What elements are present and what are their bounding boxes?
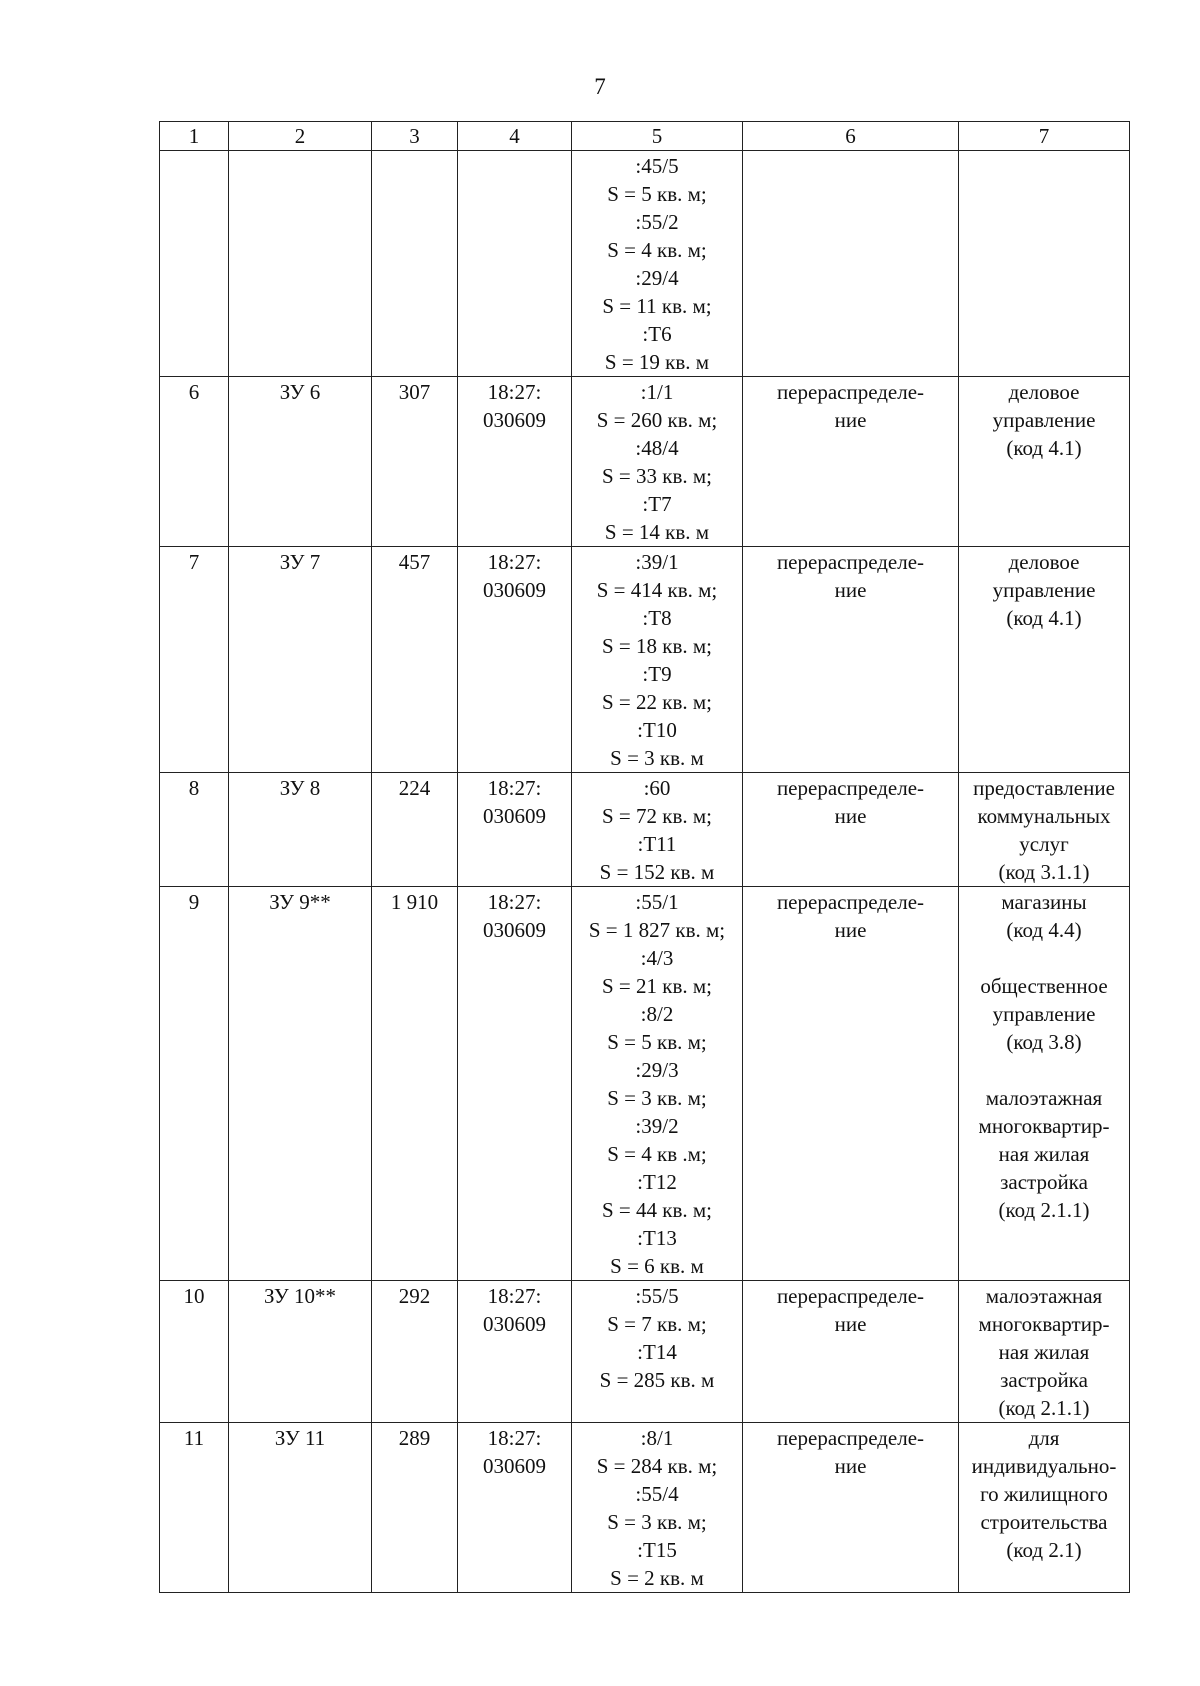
row-number-cell: 10 [160, 1281, 229, 1423]
table-row [160, 773, 1130, 887]
source-plot-line: :45/5 [635, 154, 679, 178]
source-plot-line: :55/4 [635, 1482, 679, 1506]
row-number-cell: 8 [160, 773, 229, 887]
source-plot-line: :Т9 [642, 662, 672, 686]
row-number-cell: 11 [160, 1423, 229, 1593]
cadastral-block-line: 030609 [483, 918, 546, 942]
plot-designation-cell [229, 151, 372, 377]
permitted-use-line: магазины [1001, 890, 1087, 914]
source-plot-line: S = 5 кв. м; [607, 182, 707, 206]
plot-area-cell: 457 [372, 547, 458, 773]
permitted-use-line: деловое [1008, 380, 1080, 404]
permitted-use-line: (код 3.1.1) [998, 860, 1090, 884]
permitted-use-cell [959, 377, 1130, 547]
cadastral-block-cell [458, 1281, 572, 1423]
source-plots-cell [572, 1281, 743, 1423]
permitted-use-cell [959, 773, 1130, 887]
source-plot-line: S = 33 кв. м; [601, 464, 712, 488]
table-row [160, 887, 1130, 1281]
permitted-use-line: управление [992, 578, 1096, 602]
cadastral-block-line: 18:27: [487, 776, 542, 800]
source-plot-line: :4/3 [640, 946, 674, 970]
source-plots-cell [572, 547, 743, 773]
formation-method-line: перераспределе- [776, 890, 925, 914]
cadastral-block-line: 18:27: [487, 380, 542, 404]
row-number-cell: 7 [160, 547, 229, 773]
source-plot-line: S = 7 кв. м; [607, 1312, 707, 1336]
permitted-use-line: услуг [1019, 832, 1069, 856]
column-header: 1 [160, 122, 229, 151]
formation-method-cell [743, 773, 959, 887]
permitted-use-line: коммунальных [977, 804, 1111, 828]
source-plots-cell [572, 377, 743, 547]
column-header: 3 [372, 122, 458, 151]
source-plot-line: S = 18 кв. м; [601, 634, 712, 658]
plot-area-cell [372, 151, 458, 377]
permitted-use-line: (код 4.1) [1006, 606, 1082, 630]
formation-method-line: перераспределе- [776, 550, 925, 574]
formation-method-line: ние [834, 804, 867, 828]
source-plot-line: S = 3 кв. м; [607, 1510, 707, 1534]
plot-area-cell: 1 910 [372, 887, 458, 1281]
permitted-use-line: (код 4.1) [1006, 436, 1082, 460]
plot-area-cell: 224 [372, 773, 458, 887]
column-header: 4 [458, 122, 572, 151]
cadastral-block-line: 18:27: [487, 1426, 542, 1450]
permitted-use-line: управление [992, 408, 1096, 432]
source-plot-line: S = 3 кв. м [610, 746, 704, 770]
source-plot-line: S = 1 827 кв. м; [588, 918, 726, 942]
source-plot-line: :60 [643, 776, 671, 800]
formation-method-line: перераспределе- [776, 1284, 925, 1308]
source-plot-line: S = 414 кв. м; [596, 578, 718, 602]
source-plot-line: S = 3 кв. м; [607, 1086, 707, 1110]
source-plot-line: S = 44 кв. м; [601, 1198, 712, 1222]
permitted-use-cell [959, 1281, 1130, 1423]
permitted-use-line: (код 2.1.1) [998, 1198, 1090, 1222]
source-plot-line: S = 152 кв. м [599, 860, 715, 884]
formation-method-line: ние [834, 918, 867, 942]
permitted-use-line: (код 2.1.1) [998, 1396, 1090, 1420]
source-plot-line: S = 260 кв. м; [596, 408, 718, 432]
cadastral-block-line: 18:27: [487, 890, 542, 914]
cadastral-block-cell [458, 887, 572, 1281]
source-plot-line: S = 2 кв. м [610, 1566, 704, 1590]
cadastral-block-line: 18:27: [487, 1284, 542, 1308]
source-plot-line: :55/5 [635, 1284, 679, 1308]
formation-method-line: ние [834, 578, 867, 602]
permitted-use-line: предоставление [973, 776, 1115, 800]
source-plot-line: :39/2 [635, 1114, 679, 1138]
page-number: 7 [594, 74, 606, 99]
source-plot-line: S = 21 кв. м; [601, 974, 712, 998]
cadastral-block-line: 030609 [483, 578, 546, 602]
formation-method-cell [743, 151, 959, 377]
source-plots-cell [572, 887, 743, 1281]
land-plots-table [159, 121, 1130, 1593]
permitted-use-line: застройка [1000, 1170, 1088, 1194]
permitted-use-line: для [1028, 1426, 1060, 1450]
source-plot-line: :39/1 [635, 550, 679, 574]
plot-designation-cell: ЗУ 8 [229, 773, 372, 887]
source-plot-line: :Т8 [642, 606, 672, 630]
formation-method-cell [743, 377, 959, 547]
formation-method-line: ние [834, 408, 867, 432]
permitted-use-line: общественное [980, 974, 1108, 998]
cadastral-block-cell [458, 151, 572, 377]
plot-designation-cell: ЗУ 10** [229, 1281, 372, 1423]
permitted-use-line: малоэтажная [985, 1284, 1103, 1308]
permitted-use-line: строительства [980, 1510, 1108, 1534]
plot-area-cell: 307 [372, 377, 458, 547]
table-row [160, 151, 1130, 377]
column-number-header-row [160, 122, 1130, 151]
source-plot-line: :Т14 [637, 1340, 677, 1364]
source-plot-line: :8/1 [640, 1426, 674, 1450]
plot-area-cell: 289 [372, 1423, 458, 1593]
permitted-use-line: застройка [1000, 1368, 1088, 1392]
permitted-use-cell [959, 151, 1130, 377]
source-plot-line: :Т15 [637, 1538, 677, 1562]
formation-method-cell [743, 1423, 959, 1593]
table-row [160, 1423, 1130, 1593]
permitted-use-line: ная жилая [998, 1142, 1090, 1166]
cadastral-block-line: 030609 [483, 1454, 546, 1478]
permitted-use-line [961, 1056, 1127, 1084]
cadastral-block-line: 030609 [483, 1312, 546, 1336]
source-plot-line: S = 6 кв. м [610, 1254, 704, 1278]
formation-method-line: перераспределе- [776, 1426, 925, 1450]
column-header: 7 [959, 122, 1130, 151]
plot-designation-cell: ЗУ 7 [229, 547, 372, 773]
source-plots-cell [572, 773, 743, 887]
source-plot-line: :Т12 [637, 1170, 677, 1194]
permitted-use-cell [959, 1423, 1130, 1593]
source-plot-line: S = 284 кв. м; [596, 1454, 718, 1478]
source-plot-line: S = 72 кв. м; [601, 804, 712, 828]
cadastral-block-cell [458, 547, 572, 773]
source-plot-line: S = 14 кв. м [604, 520, 710, 544]
permitted-use-line: (код 3.8) [1006, 1030, 1082, 1054]
plot-designation-cell: ЗУ 6 [229, 377, 372, 547]
cadastral-block-cell [458, 377, 572, 547]
permitted-use-cell [959, 547, 1130, 773]
cadastral-block-line: 030609 [483, 408, 546, 432]
permitted-use-line: многоквартир- [978, 1312, 1110, 1336]
permitted-use-cell [959, 887, 1130, 1281]
column-header: 6 [743, 122, 959, 151]
permitted-use-line: малоэтажная [985, 1086, 1103, 1110]
source-plot-line: :1/1 [640, 380, 674, 404]
formation-method-line: перераспределе- [776, 776, 925, 800]
cadastral-block-cell [458, 773, 572, 887]
permitted-use-line: (код 2.1) [1006, 1538, 1082, 1562]
source-plot-line: :8/2 [640, 1002, 674, 1026]
permitted-use-line: ная жилая [998, 1340, 1090, 1364]
source-plot-line: :Т6 [642, 322, 672, 346]
formation-method-cell [743, 1281, 959, 1423]
formation-method-line: ние [834, 1312, 867, 1336]
permitted-use-line: деловое [1008, 550, 1080, 574]
source-plot-line: :Т11 [637, 832, 677, 856]
cadastral-block-line: 18:27: [487, 550, 542, 574]
cadastral-block-cell [458, 1423, 572, 1593]
permitted-use-line [961, 944, 1127, 972]
source-plot-line: S = 19 кв. м [604, 350, 710, 374]
row-number-cell: 6 [160, 377, 229, 547]
source-plot-line: S = 4 кв. м; [607, 238, 707, 262]
permitted-use-line: го жилищного [980, 1482, 1108, 1506]
table-row [160, 1281, 1130, 1423]
source-plot-line: :Т7 [642, 492, 672, 516]
formation-method-line: перераспределе- [776, 380, 925, 404]
permitted-use-line: (код 4.4) [1006, 918, 1082, 942]
source-plot-line: :Т13 [637, 1226, 677, 1250]
source-plot-line: :29/4 [635, 266, 679, 290]
source-plot-line: S = 4 кв .м; [607, 1142, 707, 1166]
source-plot-line: :55/2 [635, 210, 679, 234]
permitted-use-line: индивидуально- [971, 1454, 1117, 1478]
plot-designation-cell: ЗУ 11 [229, 1423, 372, 1593]
table-row [160, 547, 1130, 773]
source-plot-line: S = 5 кв. м; [607, 1030, 707, 1054]
column-header: 5 [572, 122, 743, 151]
plot-designation-cell: ЗУ 9** [229, 887, 372, 1281]
source-plot-line: S = 285 кв. м [599, 1368, 715, 1392]
formation-method-cell [743, 887, 959, 1281]
permitted-use-line: многоквартир- [978, 1114, 1110, 1138]
source-plot-line: :55/1 [635, 890, 679, 914]
source-plot-line: :29/3 [635, 1058, 679, 1082]
row-number-cell: 9 [160, 887, 229, 1281]
formation-method-line: ние [834, 1454, 867, 1478]
plot-area-cell: 292 [372, 1281, 458, 1423]
column-header: 2 [229, 122, 372, 151]
source-plot-line: :48/4 [635, 436, 679, 460]
table-row [160, 377, 1130, 547]
source-plot-line: :Т10 [637, 718, 677, 742]
source-plot-line: S = 11 кв. м; [602, 294, 712, 318]
source-plots-cell [572, 151, 743, 377]
row-number-cell [160, 151, 229, 377]
source-plots-cell [572, 1423, 743, 1593]
source-plot-line: S = 22 кв. м; [601, 690, 712, 714]
cadastral-block-line: 030609 [483, 804, 546, 828]
formation-method-cell [743, 547, 959, 773]
permitted-use-line: управление [992, 1002, 1096, 1026]
